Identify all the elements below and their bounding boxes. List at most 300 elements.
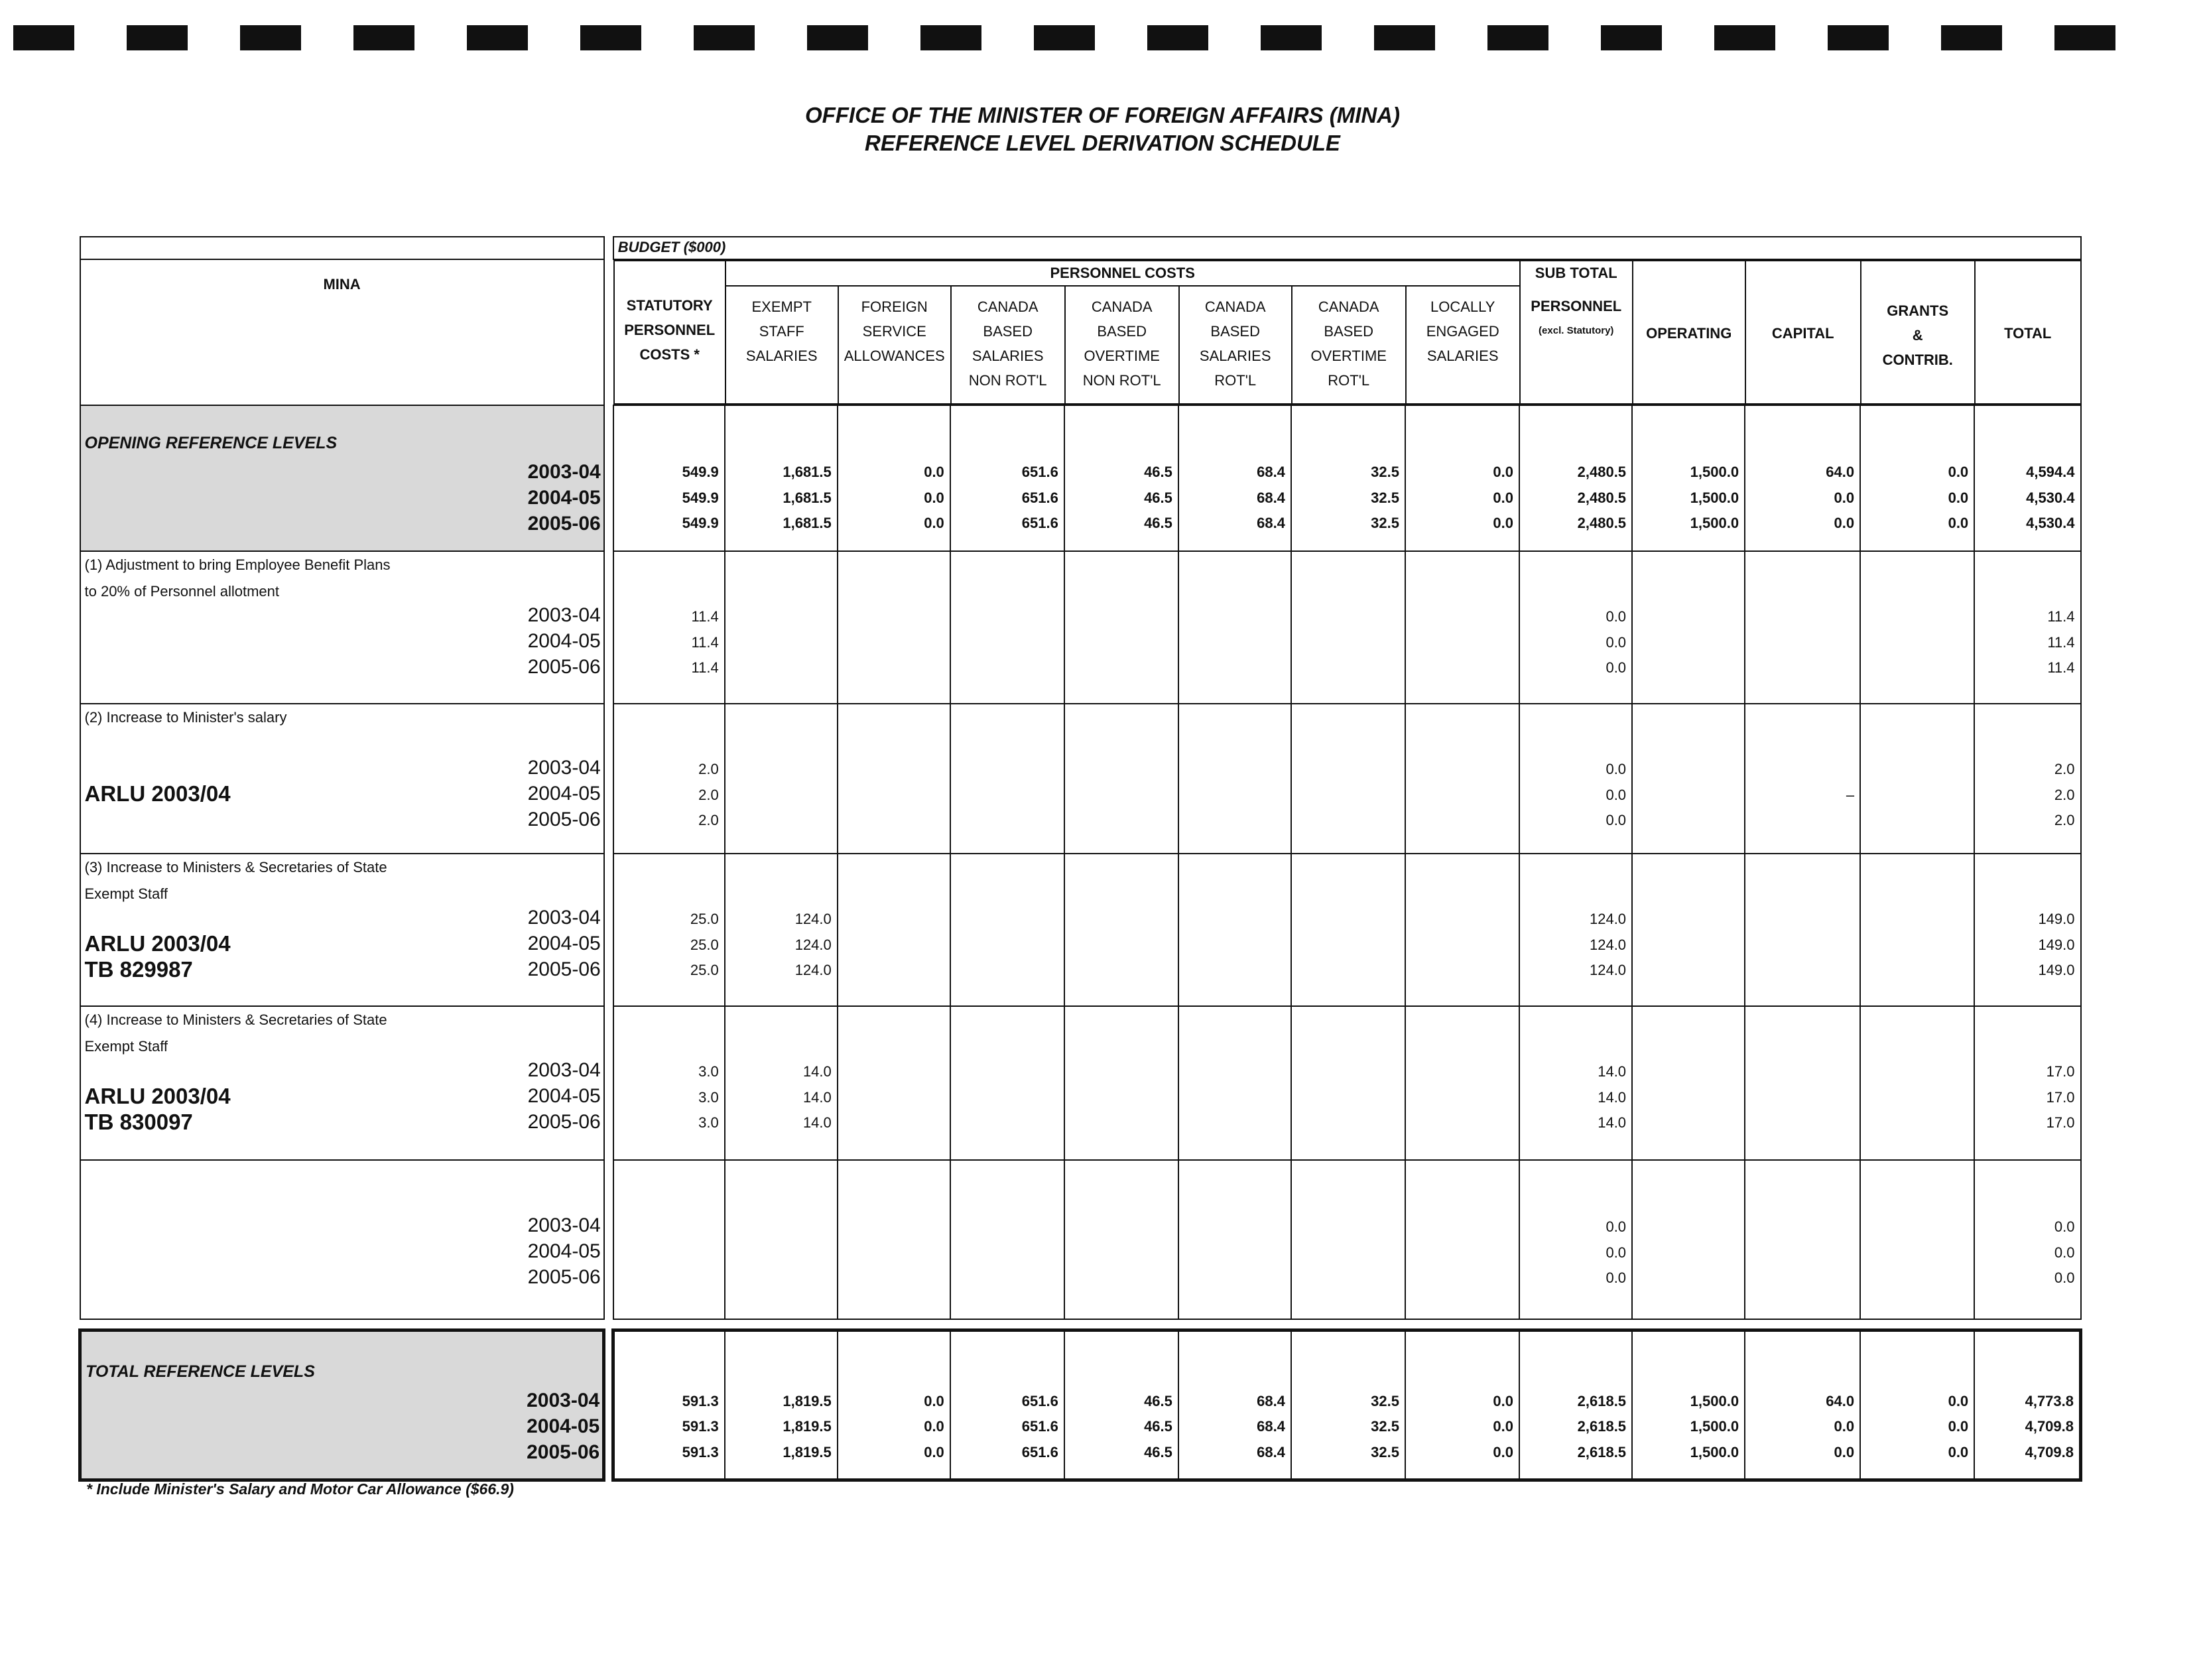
column-header-3 [951,286,1065,404]
column-header-5 [1179,286,1292,404]
value [1861,907,1968,933]
value: 14.0 [1598,1063,1627,1080]
fiscal-year-label: 2003-04 [527,757,601,779]
value [1406,757,1513,783]
value-cell [950,1006,1064,1160]
fiscal-year-label: 2003-04 [527,1059,601,1081]
value: 0.0 [1834,1443,1855,1460]
value: 0.0 [1493,1392,1514,1409]
value: 46.5 [1144,464,1172,480]
value: 17.0 [2046,1114,2075,1131]
value [951,1214,1058,1240]
value: 1,819.5 [783,1392,832,1409]
value: 0.0 [924,464,944,480]
adjustment-title: (2) Increase to Minister's salary [84,709,287,726]
punch-mark [1034,25,1095,50]
value [838,1085,944,1111]
value: 0.0 [1606,1218,1627,1235]
value-cell [1974,704,2080,854]
value [1179,783,1285,808]
value: 0.0 [1606,1269,1627,1286]
value: 0.0 [1493,515,1514,531]
value: 149.0 [2038,936,2075,953]
column-header-line: CANADA [1318,298,1379,315]
value-cell [725,1006,838,1160]
fiscal-year-label: 2005-06 [527,808,601,830]
value [725,1240,832,1266]
value-cell [1519,1006,1632,1160]
value-cell [1974,854,2080,1006]
value: 0.0 [1606,633,1627,651]
value: 124.0 [794,936,832,953]
value: 1,500.0 [1690,515,1739,531]
punch-mark [353,25,414,50]
column-header-line: PERSONNEL [624,322,716,338]
value-cell [1405,551,1519,704]
value: 149.0 [2038,911,2075,927]
value [1745,1110,1854,1136]
column-header-line: ALLOWANCES [844,348,945,364]
value [1179,1240,1285,1266]
value: 0.0 [1948,464,1969,480]
value [725,1214,832,1240]
value: 17.0 [2046,1063,2075,1080]
value [1406,1085,1513,1111]
value: 2,480.5 [1577,515,1627,531]
column-header-8 [1520,286,1633,404]
col-grants [1861,261,1975,404]
value [1861,933,1968,958]
value: 3.0 [698,1063,719,1080]
punch-mark [580,25,641,50]
column-header-line: GRANTS [1887,302,1949,319]
value: 2.0 [698,786,719,803]
value-cell [950,551,1064,704]
value [1292,933,1399,958]
column-header-line: BASED [1097,323,1147,340]
value-cell [838,704,950,854]
value: 2.0 [698,812,719,828]
value [1292,655,1399,681]
value-cell [1974,405,2080,551]
value [838,1059,944,1085]
value: 17.0 [2046,1088,2075,1106]
value [614,1265,719,1291]
value-cell [1745,1330,1860,1480]
value [1179,958,1285,984]
value [951,1240,1058,1266]
value-cell [950,405,1064,551]
fiscal-year-label: 2004-05 [527,1415,600,1437]
value: 4,530.4 [2026,515,2075,531]
value: 25.0 [690,936,719,953]
value [1861,1240,1968,1266]
value [838,808,944,834]
column-header-line: STAFF [759,323,804,340]
value [1179,808,1285,834]
reference-level-table [78,236,2082,1482]
value: 1,500.0 [1690,1443,1739,1460]
value: 68.4 [1257,515,1285,531]
column-header-line: SALARIES [745,348,818,364]
punch-mark [1828,25,1889,50]
page-subtitle: REFERENCE LEVEL DERIVATION SCHEDULE [865,131,1340,155]
value: 2,480.5 [1577,489,1627,506]
value: 46.5 [1144,489,1172,506]
value: 4,709.8 [2025,1418,2074,1435]
column-header-6 [1292,286,1406,404]
value [1292,1085,1399,1111]
value [951,783,1058,808]
value: 0.0 [1493,489,1514,506]
value: 124.0 [794,911,832,927]
value-cell [613,551,725,704]
value: 0.0 [1606,659,1627,676]
sub-total-label: SUB TOTAL [1520,261,1633,286]
value: 1,681.5 [783,464,832,480]
col-total [1975,261,2081,404]
value: 1,819.5 [783,1443,832,1460]
value: 0.0 [1834,1418,1855,1435]
value-cell [1745,551,1860,704]
value-cell [1974,1006,2080,1160]
value-cell [1974,1160,2080,1319]
value [951,1085,1058,1111]
value: 64.0 [1826,1392,1855,1409]
value: 651.6 [1021,515,1058,531]
value: 0.0 [2054,1218,2075,1235]
value [1633,1265,1739,1291]
column-header-line: TOTAL [2004,325,2052,342]
value-cell [1405,1330,1519,1480]
footnote: * Include Minister's Salary and Motor Car Allowance ($66.9) [86,1480,514,1498]
value-cell [1632,405,1745,551]
value: 549.9 [682,489,719,506]
value [1745,604,1854,630]
value-cell [1519,1330,1632,1480]
fiscal-year-label: 2004-05 [527,1240,601,1262]
adjustment-description [80,704,604,854]
value-cell [1632,1330,1745,1480]
punch-mark [13,25,74,50]
value-cell [613,854,725,1006]
value: 0.0 [924,489,944,506]
value-cell [1178,1330,1291,1480]
value: 46.5 [1144,1418,1172,1435]
value-cell [838,1006,950,1160]
value-cell [1064,704,1178,854]
value-cell [1745,1160,1860,1319]
column-header-4 [1065,286,1179,404]
adjustment-title-cont: Exempt Staff [84,1038,168,1055]
value: 651.6 [1021,1392,1058,1409]
col-capital [1745,261,1861,404]
column-header-line: BASED [983,323,1033,340]
column-header-line: CAPITAL [1771,325,1834,342]
value [1633,757,1739,783]
value [1179,604,1285,630]
value [725,630,832,656]
punch-mark [127,25,188,50]
value [1292,1265,1399,1291]
col-operating [1633,261,1745,404]
column-header-line: SERVICE [862,323,926,340]
column-header-line: ROT'L [1328,372,1370,389]
value [1292,1110,1399,1136]
value: 1,819.5 [783,1418,832,1435]
value [1633,958,1739,984]
value: 1,500.0 [1690,464,1739,480]
value: 32.5 [1371,1443,1399,1460]
value [1179,933,1285,958]
value: 11.4 [691,633,719,651]
column-header-line: NON ROT'L [1082,372,1161,389]
value: 651.6 [1021,1418,1058,1435]
value [1065,757,1172,783]
value: 651.6 [1021,1443,1058,1460]
value [1861,1110,1968,1136]
fiscal-year-label: 2005-06 [527,513,601,535]
value [951,757,1058,783]
value [1065,630,1172,656]
value [1861,1059,1968,1085]
value-cell [1632,1006,1745,1160]
tb-reference: TB 830097 [84,1110,193,1134]
adjustment-description [80,1006,604,1160]
column-header-line: CONTRIB. [1882,352,1953,368]
value: 0.0 [1493,464,1514,480]
value-cell [725,854,838,1006]
value: 0.0 [1948,1443,1969,1460]
punch-mark [1601,25,1662,50]
value: 0.0 [1834,515,1855,531]
value [1745,655,1854,681]
value [1861,604,1968,630]
value: 2.0 [2054,761,2075,777]
value [838,783,944,808]
value-cell [1860,551,1974,704]
value: 4,594.4 [2026,464,2075,480]
fiscal-year-label: 2005-06 [527,1266,601,1288]
punch-mark [1487,25,1548,50]
value [1745,1214,1854,1240]
value [838,1110,944,1136]
value: 0.0 [1834,489,1855,506]
value [1861,1214,1968,1240]
value: 64.0 [1826,464,1855,480]
value [1179,1059,1285,1085]
value [1406,933,1513,958]
entity-label: MINA [80,259,604,405]
value: 124.0 [1589,936,1627,953]
value-cell [838,854,950,1006]
value [1065,1214,1172,1240]
value [725,808,832,834]
fiscal-year-label: 2003-04 [527,461,601,483]
value-cell [1405,854,1519,1006]
value: 2.0 [698,761,719,777]
value-cell [1519,405,1632,551]
value: 1,681.5 [783,489,832,506]
blank-header-cell [80,237,604,259]
fiscal-year-label: 2003-04 [527,604,601,626]
value [1633,783,1739,808]
value-cell [1178,551,1291,704]
value: 0.0 [1948,1418,1969,1435]
value-cell [1064,551,1178,704]
value [1292,907,1399,933]
value-cell [725,1330,838,1480]
value [1292,604,1399,630]
fiscal-year-label: 2004-05 [527,1085,601,1107]
value [1745,1059,1854,1085]
value: 14.0 [802,1063,832,1080]
value: 46.5 [1144,1443,1172,1460]
value: 25.0 [690,911,719,927]
value: 4,530.4 [2026,489,2075,506]
value: 0.0 [2054,1244,2075,1261]
value-cell [1405,704,1519,854]
adjustment-description [80,1160,604,1319]
value: – [1846,786,1855,803]
value [951,1265,1058,1291]
value: 46.5 [1144,1392,1172,1409]
value-cell [1974,551,2080,704]
value: 0.0 [1606,761,1627,777]
value [1406,630,1513,656]
value: 0.0 [1948,1392,1969,1409]
value [1179,1214,1285,1240]
value [1065,933,1172,958]
column-header-line: ENGAGED [1426,323,1499,340]
fiscal-year-label: 2005-06 [527,1111,601,1133]
column-header-line: NON ROT'L [968,372,1047,389]
value [725,655,832,681]
value [1861,630,1968,656]
value [1406,907,1513,933]
value [1745,1265,1854,1291]
budget-label: BUDGET ($000) [613,237,2081,259]
value-cell [838,1330,950,1480]
value: 4,773.8 [2025,1392,2074,1409]
column-header-line: SALARIES [972,348,1044,364]
value: 32.5 [1371,1392,1399,1409]
adjustment-description [80,854,604,1006]
value-cell [1519,551,1632,704]
column-header-line: CANADA [1091,298,1153,315]
value: 32.5 [1371,1418,1399,1435]
value-cell [1860,405,1974,551]
value: 149.0 [2038,962,2075,978]
value: 2,618.5 [1577,1418,1627,1435]
value [1745,808,1854,834]
value-cell [1405,405,1519,551]
fiscal-year-label: 2003-04 [527,1214,601,1236]
fiscal-year-label: 2005-06 [527,958,601,980]
value [1861,1265,1968,1291]
value [1065,1265,1172,1291]
value [1406,808,1513,834]
fiscal-year-label: 2005-06 [527,656,601,678]
punch-mark [1261,25,1322,50]
value-cell [1745,405,1860,551]
value [725,1265,832,1291]
value [1065,958,1172,984]
value: 2,618.5 [1577,1443,1627,1460]
value: 11.4 [2047,633,2075,651]
value [1292,630,1399,656]
value [1633,933,1739,958]
value [1745,907,1854,933]
value [614,1240,719,1266]
value [1861,757,1968,783]
value: 11.4 [2047,608,2075,625]
value: 68.4 [1257,1443,1285,1460]
value [1406,1265,1513,1291]
opening-reference-levels [80,405,604,551]
column-header-2 [838,286,951,404]
value [1292,808,1399,834]
value [1745,1240,1854,1266]
total-label: TOTAL REFERENCE LEVELS [86,1362,315,1381]
value: 32.5 [1371,489,1399,506]
value: 124.0 [1589,911,1627,927]
fiscal-year-label: 2004-05 [527,783,601,805]
value: 11.4 [691,659,719,676]
value-cell [725,551,838,704]
value: 14.0 [1598,1088,1627,1106]
value [838,757,944,783]
value-cell [1860,1006,1974,1160]
value: 549.9 [682,515,719,531]
value-cell [1178,1160,1291,1319]
column-header-line: FOREIGN [861,298,928,315]
value: 1,500.0 [1690,489,1739,506]
page-title: OFFICE OF THE MINISTER OF FOREIGN AFFAIRS (MINA) [804,103,1401,127]
value [1633,1059,1739,1085]
value [1065,808,1172,834]
adjustment-title: (4) Increase to Ministers & Secretaries of State [84,1011,387,1028]
column-header-line: CANADA [977,298,1039,315]
value-cell [613,1160,725,1319]
column-header-line: OVERTIME [1084,348,1160,364]
value-cell [838,405,950,551]
value [1406,1240,1513,1266]
value [1633,655,1739,681]
value-cell [1632,551,1745,704]
value [1065,907,1172,933]
value [1065,604,1172,630]
value-cell [1064,1160,1178,1319]
value-cell [1860,1160,1974,1319]
adjustment-title: (3) Increase to Ministers & Secretaries of State [84,859,387,875]
value-cell [1291,1006,1405,1160]
value: 0.0 [924,515,944,531]
value-cell [1064,854,1178,1006]
col-statutory [614,261,725,404]
fiscal-year-label: 2005-06 [527,1441,600,1463]
value: 14.0 [802,1088,832,1106]
column-header-line: LOCALLY [1430,298,1495,315]
column-header-1 [725,286,838,404]
value [1633,907,1739,933]
column-header-line: OVERTIME [1310,348,1387,364]
value-cell [1860,1330,1974,1480]
value-cell [725,1160,838,1319]
column-header-line: EXEMPT [751,298,812,315]
fiscal-year-label: 2003-04 [527,1389,600,1411]
value-cell [1632,1160,1745,1319]
